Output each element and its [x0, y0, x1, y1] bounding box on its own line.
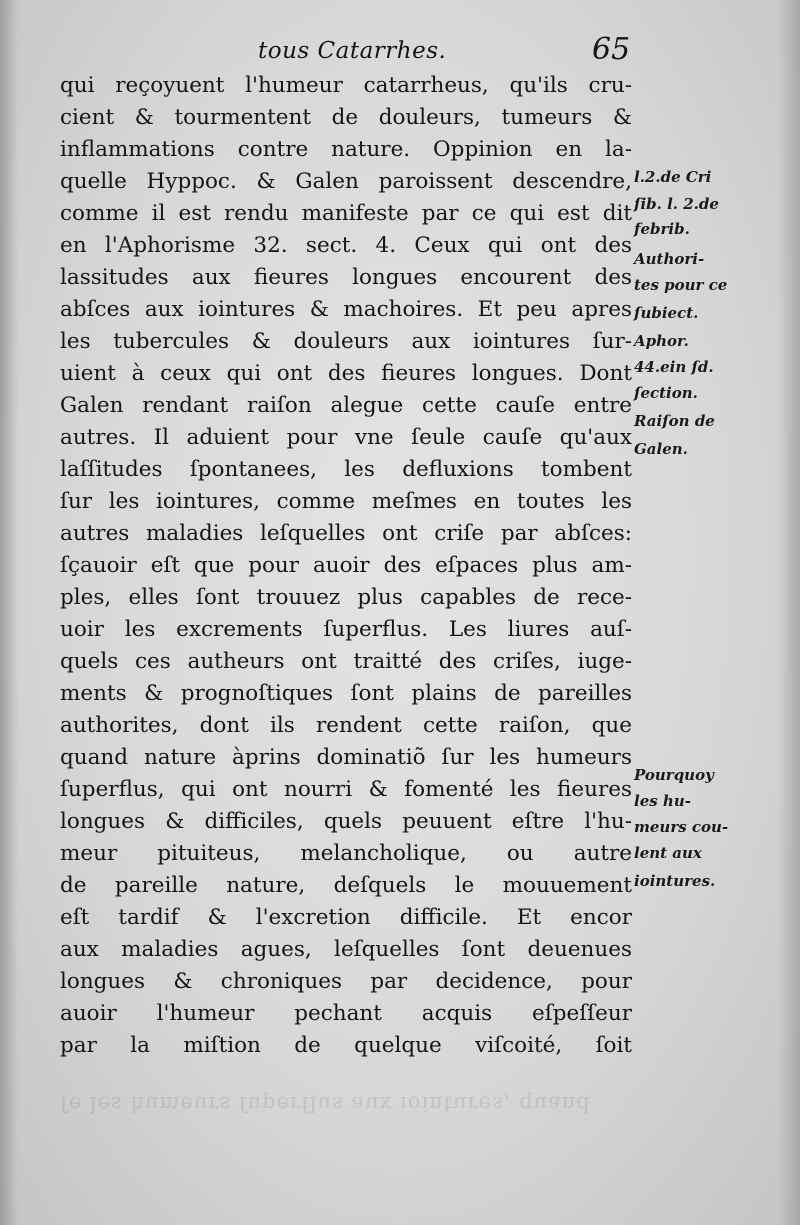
text-line: longues & chroniques par decidence, pour — [60, 969, 632, 994]
margin-note: ſection. — [634, 384, 698, 402]
text-line: lassitudes aux fieures longues encourent des — [60, 265, 632, 290]
margin-note: Aphor. — [634, 332, 689, 350]
running-head: tous Catarrhes. — [258, 38, 447, 64]
text-line: autres maladies leſquelles ont criſe par abſces: — [60, 521, 632, 546]
margin-note: Pourquoy — [634, 766, 714, 784]
text-line: abſces aux iointures & machoires. Et peu apres — [60, 297, 632, 322]
margin-note: ſubiect. — [634, 304, 699, 322]
text-line: ſçauoir eſt que pour auoir des eſpaces plus am- — [60, 553, 632, 578]
text-line: de pareille nature, deſquels le mouuement — [60, 873, 632, 898]
text-line: authorites, dont ils rendent cette raiſon, que — [60, 713, 632, 738]
margin-note: lent aux — [634, 844, 702, 862]
margin-note: Authori- — [634, 250, 705, 268]
text-line: inflammations contre nature. Oppinion en la- — [60, 137, 632, 162]
page-number: 65 — [592, 32, 631, 67]
text-line: Galen rendant raiſon alegue cette cauſe entre — [60, 393, 632, 418]
margin-note: ſib. l. 2.de — [634, 195, 719, 213]
text-line: quand nature àprins dominatiõ ſur les humeurs — [60, 745, 632, 770]
text-line: quelle Hyppoc. & Galen paroissent descendre, — [60, 169, 632, 194]
text-line: ſur les iointures, comme meſmes en toutes les — [60, 489, 632, 514]
text-line: qui reçoyuent l'humeur catarrheus, qu'ils cru- — [60, 73, 632, 98]
bleed-through-text: ſe les humeurs ſuperflus aux iointures, quand — [60, 1092, 591, 1116]
text-line: ments & prognoſtiques ſont plains de pareilles — [60, 681, 632, 706]
text-line: meur pituiteus, melancholique, ou autre — [60, 841, 632, 866]
text-line: auoir l'humeur pechant acquis eſpeſſeur — [60, 1001, 632, 1026]
text-line: les tubercules & douleurs aux iointures ſur- — [60, 329, 632, 354]
margin-note: l.2.de Cri — [634, 168, 712, 186]
margin-note: meurs cou- — [634, 818, 729, 836]
text-line: comme il est rendu manifeste par ce qui est dit — [60, 201, 632, 226]
text-line: par la miſtion de quelque viſcoité, ſoit — [60, 1033, 632, 1058]
margin-note: iointures. — [634, 872, 716, 890]
page-header — [0, 30, 800, 70]
margin-note: febrib. — [634, 220, 690, 238]
text-line: eſt tardif & l'excretion difficile. Et encor — [60, 905, 632, 930]
margin-note: tes pour ce — [634, 276, 728, 294]
margin-note: Galen. — [634, 440, 688, 458]
page-right-edge — [778, 0, 800, 1225]
text-line: laſſitudes ſpontanees, les defluxions tombent — [60, 457, 632, 482]
text-line: ples, elles ſont trouuez plus capables de rece- — [60, 585, 632, 610]
body-text — [60, 70, 632, 1062]
text-line: quels ces autheurs ont traitté des criſes, iuge- — [60, 649, 632, 674]
text-line: longues & difficiles, quels peuuent eſtre l'hu- — [60, 809, 632, 834]
text-line: ſuperflus, qui ont nourri & fomenté les fieures — [60, 777, 632, 802]
text-line: autres. Il aduient pour vne ſeule cauſe qu'aux — [60, 425, 632, 450]
text-line: cient & tourmentent de douleurs, tumeurs & — [60, 105, 632, 130]
text-line: uient à ceux qui ont des fieures longues. Dont — [60, 361, 632, 386]
text-line: en l'Aphorisme 32. sect. 4. Ceux qui ont des — [60, 233, 632, 258]
text-line: uoir les excrements ſuperflus. Les liures auſ- — [60, 617, 632, 642]
page-left-edge — [0, 0, 18, 1225]
margin-note: 44.ein ſd. — [634, 358, 714, 376]
text-line: aux maladies agues, leſquelles ſont deuenues — [60, 937, 632, 962]
margin-note: Raiſon de — [634, 412, 715, 430]
margin-note: les hu- — [634, 792, 691, 810]
